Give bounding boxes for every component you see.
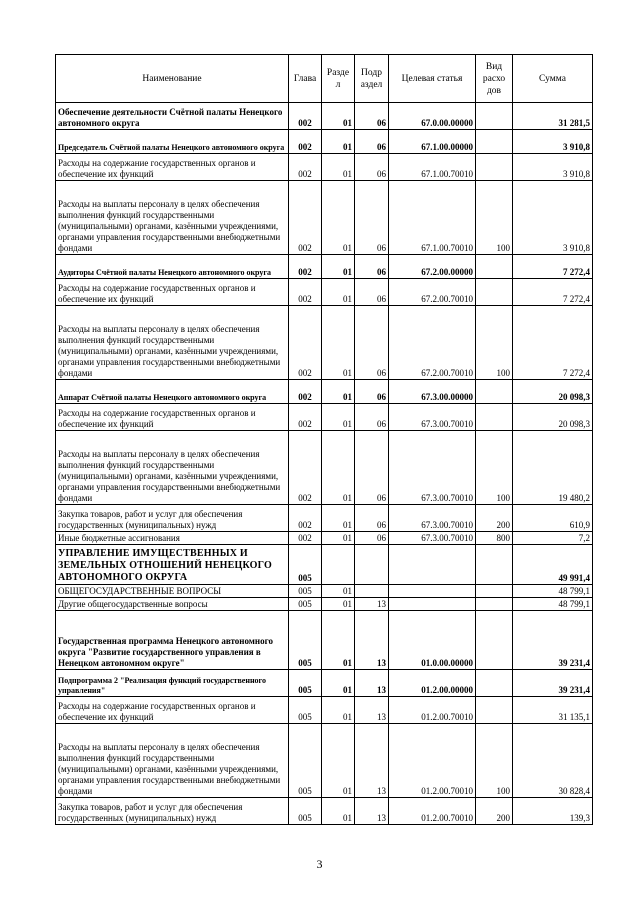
row-name: Иные бюджетные ассигнования	[56, 532, 289, 545]
row-amount: 30 828,4	[513, 724, 593, 798]
row-chapter: 005	[289, 598, 322, 611]
row-chapter: 002	[289, 103, 322, 130]
header-name: Наименование	[56, 55, 289, 103]
row-section: 01	[322, 598, 355, 611]
row-amount: 31 135,1	[513, 697, 593, 724]
row-chapter: 002	[289, 154, 322, 181]
row-name: Председатель Счётной палаты Ненецкого автономного округа	[56, 130, 289, 154]
row-exp-type	[476, 585, 513, 598]
header-subsection: Подр аздел	[355, 55, 389, 103]
row-amount: 3 910,8	[513, 130, 593, 154]
row-amount: 20 098,3	[513, 380, 593, 404]
row-section: 01	[322, 181, 355, 255]
row-target	[389, 598, 476, 611]
row-section	[322, 545, 355, 585]
row-name: Расходы на содержание государственных органов и обеспечение их функций	[56, 154, 289, 181]
table-row	[56, 431, 593, 505]
row-chapter: 002	[289, 130, 322, 154]
row-name: Расходы на выплаты персоналу в целях обеспечения выполнения функций государственными (муниципальными) органами, казёнными учреждениями, органами управления государственными внебюджетными фондами	[56, 181, 289, 255]
row-exp-type	[476, 404, 513, 431]
table-row	[56, 306, 593, 380]
row-subsection: 06	[355, 255, 389, 279]
row-name: Закупка товаров, работ и услуг для обеспечения государственных (муниципальных) нужд	[56, 798, 289, 825]
row-subsection: 06	[355, 103, 389, 130]
row-subsection: 13	[355, 697, 389, 724]
row-chapter: 002	[289, 181, 322, 255]
table-row	[56, 279, 593, 306]
row-exp-type: 100	[476, 306, 513, 380]
row-chapter: 002	[289, 306, 322, 380]
row-target: 67.3.00.00000	[389, 380, 476, 404]
row-subsection: 06	[355, 431, 389, 505]
row-exp-type: 100	[476, 724, 513, 798]
row-subsection	[355, 545, 389, 585]
row-exp-type	[476, 670, 513, 697]
row-target: 67.3.00.70010	[389, 505, 476, 532]
header-chapter: Глава	[289, 55, 322, 103]
row-section: 01	[322, 380, 355, 404]
page-number: 3	[316, 857, 323, 871]
row-name: Аппарат Счётной палаты Ненецкого автономного округа	[56, 380, 289, 404]
row-exp-type	[476, 103, 513, 130]
row-section: 01	[322, 697, 355, 724]
row-target: 67.1.00.00000	[389, 130, 476, 154]
table-row	[56, 697, 593, 724]
row-exp-type: 100	[476, 431, 513, 505]
header-exp-type: Вид расхо дов	[476, 55, 513, 103]
row-exp-type	[476, 611, 513, 670]
row-amount: 49 991,4	[513, 545, 593, 585]
table-row	[56, 585, 593, 598]
row-chapter: 005	[289, 798, 322, 825]
row-chapter: 002	[289, 505, 322, 532]
row-chapter: 002	[289, 532, 322, 545]
row-target: 01.2.00.00000	[389, 670, 476, 697]
row-exp-type: 200	[476, 798, 513, 825]
row-exp-type	[476, 380, 513, 404]
row-chapter: 005	[289, 585, 322, 598]
row-section: 01	[322, 130, 355, 154]
row-chapter: 002	[289, 431, 322, 505]
row-target	[389, 585, 476, 598]
row-exp-type	[476, 154, 513, 181]
row-name: Расходы на выплаты персоналу в целях обеспечения выполнения функций государственными (муниципальными) органами, казёнными учреждениями, органами управления государственными внебюджетными фондами	[56, 724, 289, 798]
table-row	[56, 181, 593, 255]
row-exp-type	[476, 598, 513, 611]
row-target: 01.2.00.70010	[389, 798, 476, 825]
row-section: 01	[322, 585, 355, 598]
row-section: 01	[322, 611, 355, 670]
row-amount: 19 480,2	[513, 431, 593, 505]
row-chapter: 005	[289, 724, 322, 798]
row-subsection: 13	[355, 724, 389, 798]
table-row	[56, 724, 593, 798]
row-amount: 39 231,4	[513, 611, 593, 670]
table-row	[56, 611, 593, 670]
row-exp-type: 100	[476, 181, 513, 255]
row-section: 01	[322, 670, 355, 697]
row-name: Подпрограмма 2 "Реализация функций государственного управления"	[56, 670, 289, 697]
row-section: 01	[322, 505, 355, 532]
row-target	[389, 545, 476, 585]
row-amount: 31 281,5	[513, 103, 593, 130]
row-section: 01	[322, 798, 355, 825]
row-target: 67.2.00.70010	[389, 279, 476, 306]
row-name: Расходы на выплаты персоналу в целях обеспечения выполнения функций государственными (муниципальными) органами, казёнными учреждениями, органами управления государственными внебюджетными фондами	[56, 306, 289, 380]
row-exp-type	[476, 279, 513, 306]
row-name: Расходы на выплаты персоналу в целях обеспечения выполнения функций государственными (муниципальными) органами, казёнными учреждениями, органами управления государственными внебюджетными фондами	[56, 431, 289, 505]
row-subsection: 06	[355, 181, 389, 255]
row-target: 67.2.00.00000	[389, 255, 476, 279]
row-target: 01.2.00.70010	[389, 697, 476, 724]
row-name: Закупка товаров, работ и услуг для обеспечения государственных (муниципальных) нужд	[56, 505, 289, 532]
row-amount: 139,3	[513, 798, 593, 825]
row-chapter: 002	[289, 255, 322, 279]
row-amount: 48 799,1	[513, 585, 593, 598]
row-name: ОБЩЕГОСУДАРСТВЕННЫЕ ВОПРОСЫ	[56, 585, 289, 598]
row-exp-type	[476, 130, 513, 154]
row-amount: 3 910,8	[513, 154, 593, 181]
row-target: 67.2.00.70010	[389, 306, 476, 380]
row-subsection	[355, 585, 389, 598]
table-row	[56, 670, 593, 697]
row-target: 01.2.00.70010	[389, 724, 476, 798]
row-target: 67.1.00.70010	[389, 154, 476, 181]
row-amount: 48 799,1	[513, 598, 593, 611]
table-row	[56, 380, 593, 404]
row-section: 01	[322, 431, 355, 505]
row-exp-type	[476, 255, 513, 279]
row-name: УПРАВЛЕНИЕ ИМУЩЕСТВЕННЫХ И ЗЕМЕЛЬНЫХ ОТНОШЕНИЙ НЕНЕЦКОГО АВТОНОМНОГО ОКРУГА	[56, 545, 289, 585]
row-exp-type: 800	[476, 532, 513, 545]
row-chapter: 005	[289, 670, 322, 697]
budget-table	[55, 54, 593, 825]
header-target: Целевая статья	[389, 55, 476, 103]
header-amount: Сумма	[513, 55, 593, 103]
row-section: 01	[322, 404, 355, 431]
row-amount: 39 231,4	[513, 670, 593, 697]
row-section: 01	[322, 103, 355, 130]
table-row	[56, 532, 593, 545]
row-name: Обеспечение деятельности Счётной палаты Ненецкого автономного округа	[56, 103, 289, 130]
row-subsection: 06	[355, 532, 389, 545]
row-name: Аудиторы Счётной палаты Ненецкого автономного округа	[56, 255, 289, 279]
row-subsection: 06	[355, 404, 389, 431]
row-name: Расходы на содержание государственных органов и обеспечение их функций	[56, 404, 289, 431]
table-row	[56, 798, 593, 825]
row-section: 01	[322, 306, 355, 380]
row-section: 01	[322, 154, 355, 181]
row-target: 01.0.00.00000	[389, 611, 476, 670]
table-row	[56, 130, 593, 154]
row-chapter: 005	[289, 611, 322, 670]
row-subsection: 06	[355, 505, 389, 532]
row-amount: 7 272,4	[513, 255, 593, 279]
row-subsection: 06	[355, 279, 389, 306]
row-section: 01	[322, 724, 355, 798]
row-subsection: 06	[355, 380, 389, 404]
row-subsection: 13	[355, 798, 389, 825]
row-chapter: 005	[289, 545, 322, 585]
row-target: 67.1.00.70010	[389, 181, 476, 255]
row-name: Другие общегосударственные вопросы	[56, 598, 289, 611]
row-target: 67.3.00.70010	[389, 532, 476, 545]
row-section: 01	[322, 255, 355, 279]
table-row	[56, 154, 593, 181]
row-name: Государственная программа Ненецкого автономного округа "Развитие государственного управления в Ненецком автономном округе"	[56, 611, 289, 670]
row-target: 67.3.00.70010	[389, 431, 476, 505]
row-name: Расходы на содержание государственных органов и обеспечение их функций	[56, 279, 289, 306]
row-chapter: 005	[289, 697, 322, 724]
row-subsection: 06	[355, 130, 389, 154]
row-subsection: 13	[355, 598, 389, 611]
row-name: Расходы на содержание государственных органов и обеспечение их функций	[56, 697, 289, 724]
row-chapter: 002	[289, 404, 322, 431]
row-chapter: 002	[289, 279, 322, 306]
row-subsection: 13	[355, 611, 389, 670]
table-row	[56, 505, 593, 532]
row-exp-type	[476, 697, 513, 724]
header-row	[56, 55, 593, 103]
row-target: 67.0.00.00000	[389, 103, 476, 130]
table-row	[56, 598, 593, 611]
row-subsection: 06	[355, 306, 389, 380]
row-chapter: 002	[289, 380, 322, 404]
row-subsection: 06	[355, 154, 389, 181]
row-amount: 610,9	[513, 505, 593, 532]
row-section: 01	[322, 532, 355, 545]
row-amount: 7 272,4	[513, 306, 593, 380]
row-subsection: 13	[355, 670, 389, 697]
row-target: 67.3.00.70010	[389, 404, 476, 431]
table-row	[56, 404, 593, 431]
table-row	[56, 255, 593, 279]
row-amount: 20 098,3	[513, 404, 593, 431]
row-amount: 7,2	[513, 532, 593, 545]
row-amount: 7 272,4	[513, 279, 593, 306]
row-amount: 3 910,8	[513, 181, 593, 255]
row-section: 01	[322, 279, 355, 306]
table-row	[56, 545, 593, 585]
row-exp-type	[476, 545, 513, 585]
header-section: Разде л	[322, 55, 355, 103]
table-row	[56, 103, 593, 130]
row-exp-type: 200	[476, 505, 513, 532]
